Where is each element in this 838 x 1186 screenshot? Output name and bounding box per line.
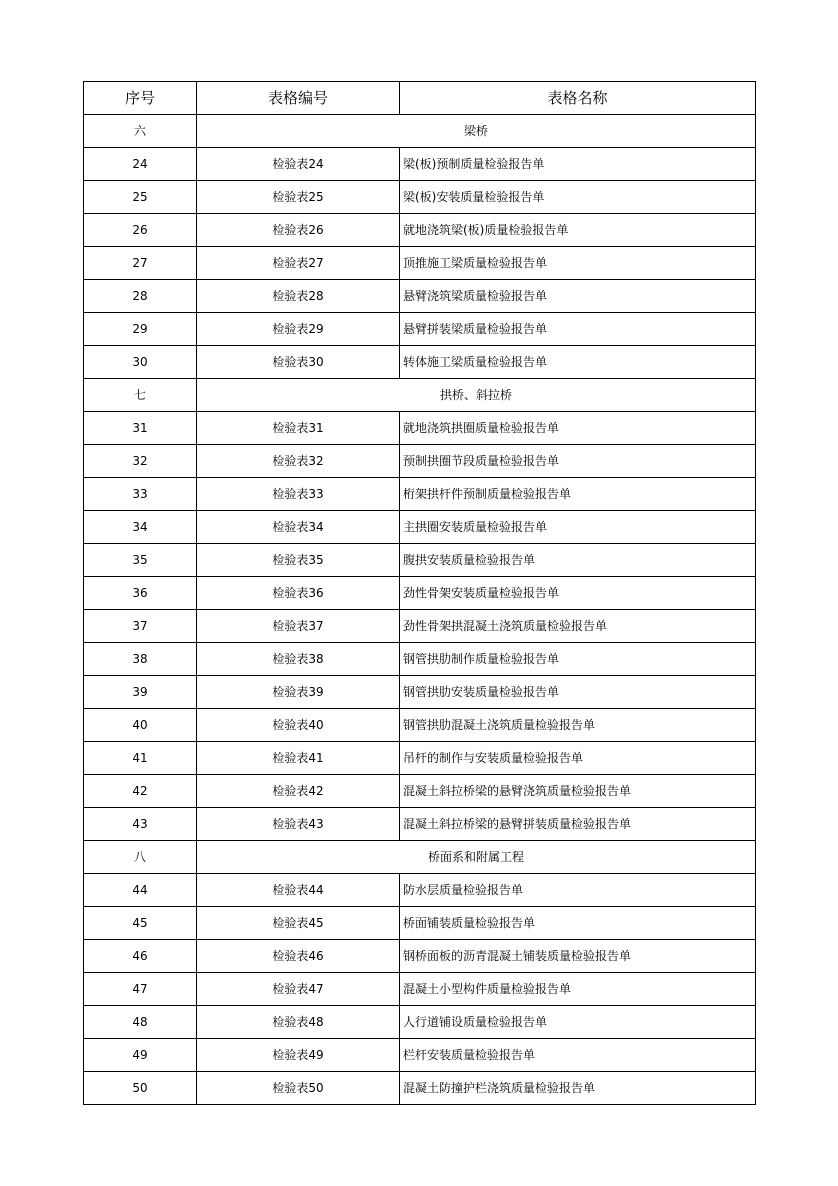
row-form-code: 检验表50: [197, 1072, 400, 1105]
row-index: 42: [84, 775, 197, 808]
row-form-name: 钢桥面板的沥青混凝土铺装质量检验报告单: [400, 940, 756, 973]
form-index-table: [83, 81, 756, 1105]
row-index: 24: [84, 148, 197, 181]
row-form-name: 防水层质量检验报告单: [400, 874, 756, 907]
table-row: [84, 148, 756, 181]
row-index: 29: [84, 313, 197, 346]
row-form-name: 转体施工梁质量检验报告单: [400, 346, 756, 379]
table-row: [84, 610, 756, 643]
header-index: 序号: [84, 82, 197, 115]
row-form-code: 检验表36: [197, 577, 400, 610]
row-form-name: 劲性骨架安装质量检验报告单: [400, 577, 756, 610]
row-index: 31: [84, 412, 197, 445]
header-name: 表格名称: [400, 82, 756, 115]
row-form-name: 钢管拱肋混凝土浇筑质量检验报告单: [400, 709, 756, 742]
row-form-code: 检验表40: [197, 709, 400, 742]
row-index: 45: [84, 907, 197, 940]
row-form-code: 检验表27: [197, 247, 400, 280]
table-row: [84, 511, 756, 544]
row-form-name: 桥面铺装质量检验报告单: [400, 907, 756, 940]
table-row: [84, 346, 756, 379]
row-form-code: 检验表44: [197, 874, 400, 907]
row-form-name: 混凝土防撞护栏浇筑质量检验报告单: [400, 1072, 756, 1105]
row-form-code: 检验表25: [197, 181, 400, 214]
row-index: 47: [84, 973, 197, 1006]
section-row: [84, 115, 756, 148]
row-form-name: 顶推施工梁质量检验报告单: [400, 247, 756, 280]
table-row: [84, 544, 756, 577]
table-row: [84, 1072, 756, 1105]
row-form-name: 混凝土斜拉桥梁的悬臂拼装质量检验报告单: [400, 808, 756, 841]
row-index: 44: [84, 874, 197, 907]
row-form-name: 劲性骨架拱混凝土浇筑质量检验报告单: [400, 610, 756, 643]
row-form-name: 预制拱圈节段质量检验报告单: [400, 445, 756, 478]
row-index: 26: [84, 214, 197, 247]
table-row: [84, 313, 756, 346]
table-row: [84, 181, 756, 214]
row-form-name: 就地浇筑拱圈质量检验报告单: [400, 412, 756, 445]
table-row: [84, 280, 756, 313]
row-index: 30: [84, 346, 197, 379]
row-index: 25: [84, 181, 197, 214]
row-form-code: 检验表47: [197, 973, 400, 1006]
table-row: [84, 643, 756, 676]
section-index: 六: [84, 115, 197, 148]
table-row: [84, 709, 756, 742]
row-form-name: 钢管拱肋制作质量检验报告单: [400, 643, 756, 676]
table-row: [84, 1006, 756, 1039]
row-index: 28: [84, 280, 197, 313]
row-form-name: 腹拱安装质量检验报告单: [400, 544, 756, 577]
row-form-code: 检验表32: [197, 445, 400, 478]
table-header-row: [84, 82, 756, 115]
row-form-code: 检验表43: [197, 808, 400, 841]
row-index: 37: [84, 610, 197, 643]
row-form-code: 检验表30: [197, 346, 400, 379]
row-form-code: 检验表45: [197, 907, 400, 940]
table-row: [84, 1039, 756, 1072]
row-form-code: 检验表35: [197, 544, 400, 577]
section-title: 拱桥、斜拉桥: [197, 379, 756, 412]
section-title: 桥面系和附属工程: [197, 841, 756, 874]
section-title: 梁桥: [197, 115, 756, 148]
table-row: [84, 973, 756, 1006]
row-form-code: 检验表39: [197, 676, 400, 709]
row-index: 35: [84, 544, 197, 577]
table-row: [84, 775, 756, 808]
row-index: 40: [84, 709, 197, 742]
row-index: 43: [84, 808, 197, 841]
table-row: [84, 907, 756, 940]
row-form-code: 检验表28: [197, 280, 400, 313]
row-form-name: 桁架拱杆件预制质量检验报告单: [400, 478, 756, 511]
row-form-code: 检验表29: [197, 313, 400, 346]
row-index: 34: [84, 511, 197, 544]
row-index: 46: [84, 940, 197, 973]
table-row: [84, 874, 756, 907]
row-form-name: 混凝土斜拉桥梁的悬臂浇筑质量检验报告单: [400, 775, 756, 808]
row-form-name: 人行道铺设质量检验报告单: [400, 1006, 756, 1039]
row-form-name: 就地浇筑梁(板)质量检验报告单: [400, 214, 756, 247]
row-index: 41: [84, 742, 197, 775]
row-form-code: 检验表49: [197, 1039, 400, 1072]
table-row: [84, 412, 756, 445]
table-row: [84, 676, 756, 709]
row-form-name: 梁(板)安装质量检验报告单: [400, 181, 756, 214]
row-form-code: 检验表41: [197, 742, 400, 775]
row-form-code: 检验表38: [197, 643, 400, 676]
row-index: 27: [84, 247, 197, 280]
section-row: [84, 379, 756, 412]
row-form-name: 混凝土小型构件质量检验报告单: [400, 973, 756, 1006]
row-form-name: 栏杆安装质量检验报告单: [400, 1039, 756, 1072]
row-form-name: 主拱圈安装质量检验报告单: [400, 511, 756, 544]
table-row: [84, 445, 756, 478]
row-form-code: 检验表26: [197, 214, 400, 247]
row-form-name: 钢管拱肋安装质量检验报告单: [400, 676, 756, 709]
table-row: [84, 742, 756, 775]
row-form-code: 检验表31: [197, 412, 400, 445]
row-form-code: 检验表33: [197, 478, 400, 511]
row-form-code: 检验表37: [197, 610, 400, 643]
row-form-code: 检验表48: [197, 1006, 400, 1039]
row-form-name: 梁(板)预制质量检验报告单: [400, 148, 756, 181]
table-row: [84, 940, 756, 973]
row-form-code: 检验表24: [197, 148, 400, 181]
table-row: [84, 577, 756, 610]
table-body: [84, 115, 756, 1105]
section-index: 七: [84, 379, 197, 412]
row-form-name: 悬臂浇筑梁质量检验报告单: [400, 280, 756, 313]
section-row: [84, 841, 756, 874]
row-index: 49: [84, 1039, 197, 1072]
row-index: 48: [84, 1006, 197, 1039]
row-index: 50: [84, 1072, 197, 1105]
section-index: 八: [84, 841, 197, 874]
header-code: 表格编号: [197, 82, 400, 115]
row-index: 36: [84, 577, 197, 610]
form-index-sheet: [83, 81, 755, 1105]
row-form-code: 检验表34: [197, 511, 400, 544]
row-form-code: 检验表46: [197, 940, 400, 973]
row-form-name: 悬臂拼装梁质量检验报告单: [400, 313, 756, 346]
row-form-name: 吊杆的制作与安装质量检验报告单: [400, 742, 756, 775]
table-row: [84, 478, 756, 511]
table-row: [84, 808, 756, 841]
row-index: 38: [84, 643, 197, 676]
row-index: 39: [84, 676, 197, 709]
row-index: 33: [84, 478, 197, 511]
row-form-code: 检验表42: [197, 775, 400, 808]
table-row: [84, 247, 756, 280]
table-row: [84, 214, 756, 247]
row-index: 32: [84, 445, 197, 478]
